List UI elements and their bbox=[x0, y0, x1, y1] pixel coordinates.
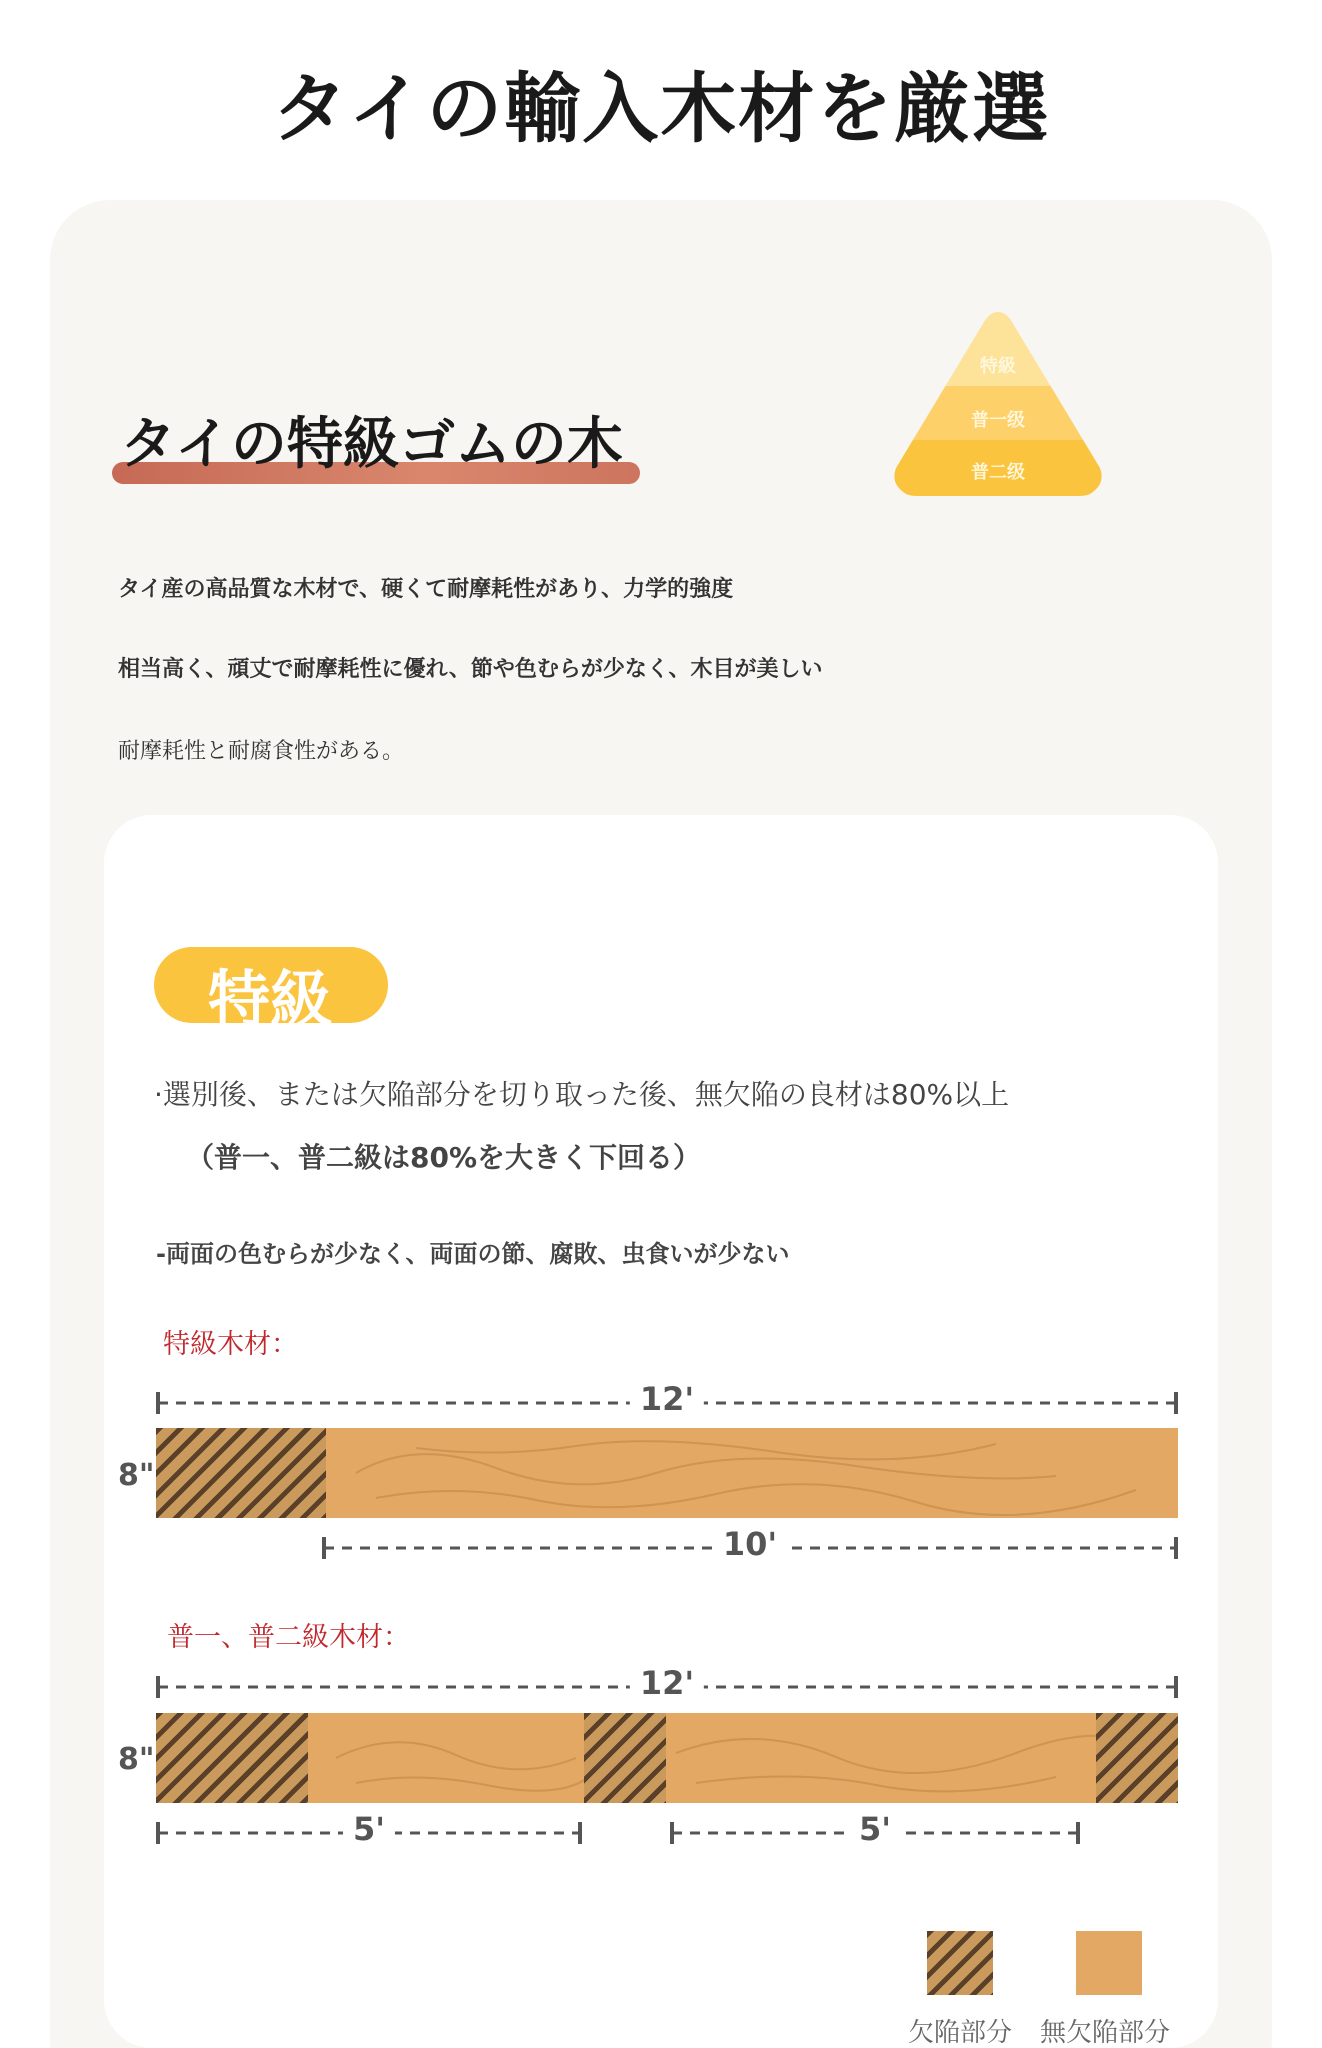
common-segment-2-dimension bbox=[670, 1810, 1080, 1848]
common-defect-segment-2 bbox=[584, 1713, 666, 1803]
common-defect-segment-1 bbox=[156, 1713, 308, 1803]
grade-rule-2: （普一、普二級は80%を大きく下回る） bbox=[186, 1141, 702, 1174]
wood-grain-icon bbox=[156, 1713, 1178, 1803]
pyramid-label-common-1: 普一级 bbox=[971, 410, 1025, 431]
common-segment-1-dimension bbox=[156, 1810, 582, 1848]
common-defect-segment-3 bbox=[1096, 1713, 1178, 1803]
legend-defect-swatch bbox=[927, 1931, 993, 1995]
legend-defect-label: 欠陥部分 bbox=[908, 2018, 1013, 2048]
common-total-dimension bbox=[156, 1664, 1178, 1702]
pyramid-label-common-2: 普二级 bbox=[971, 462, 1025, 483]
common-segment-2-length: 5' bbox=[849, 1810, 901, 1848]
grade-rule-3: -両面の色むらが少なく、両面の節、腐敗、虫食いが少ない bbox=[156, 1240, 790, 1268]
grade-badge-label: 特級 bbox=[208, 963, 333, 1036]
common-width-label: 8" bbox=[118, 1742, 155, 1777]
description-line-2: 相当高く、頑丈で耐摩耗性に優れ、節や色むらが少なく、木目が美しい bbox=[118, 657, 823, 682]
special-width-label: 8" bbox=[118, 1458, 155, 1493]
common-total-length: 12' bbox=[630, 1664, 704, 1702]
section-heading: タイの特級ゴムの木 bbox=[120, 412, 623, 477]
special-total-dimension bbox=[156, 1380, 1178, 1418]
special-defect-segment bbox=[156, 1428, 326, 1518]
special-total-length: 12' bbox=[630, 1380, 704, 1418]
special-board bbox=[156, 1428, 1178, 1518]
common-segment-1-length: 5' bbox=[343, 1810, 395, 1848]
description-line-1: タイ産の高品質な木材で、硬くて耐摩耗性があり、力学的強度 bbox=[118, 577, 734, 602]
special-wood-label: 特級木材： bbox=[163, 1329, 298, 1360]
common-board bbox=[156, 1713, 1178, 1803]
common-wood-label: 普一、普二級木材： bbox=[167, 1622, 410, 1653]
grade-rule-1: ·選別後、または欠陥部分を切り取った後、無欠陥の良材は80%以上 bbox=[154, 1078, 1010, 1111]
grade-pyramid-icon bbox=[890, 308, 1106, 504]
special-clear-dimension bbox=[322, 1525, 1178, 1563]
pyramid-label-special: 特級 bbox=[980, 356, 1016, 377]
description-line-3: 耐摩耗性と耐腐食性がある。 bbox=[118, 739, 405, 764]
special-clear-length: 10' bbox=[713, 1525, 787, 1563]
page-title: タイの輸入木材を厳選 bbox=[271, 64, 1051, 153]
legend-clear-swatch bbox=[1076, 1931, 1142, 1995]
legend-clear-label: 無欠陥部分 bbox=[1040, 2018, 1171, 2048]
